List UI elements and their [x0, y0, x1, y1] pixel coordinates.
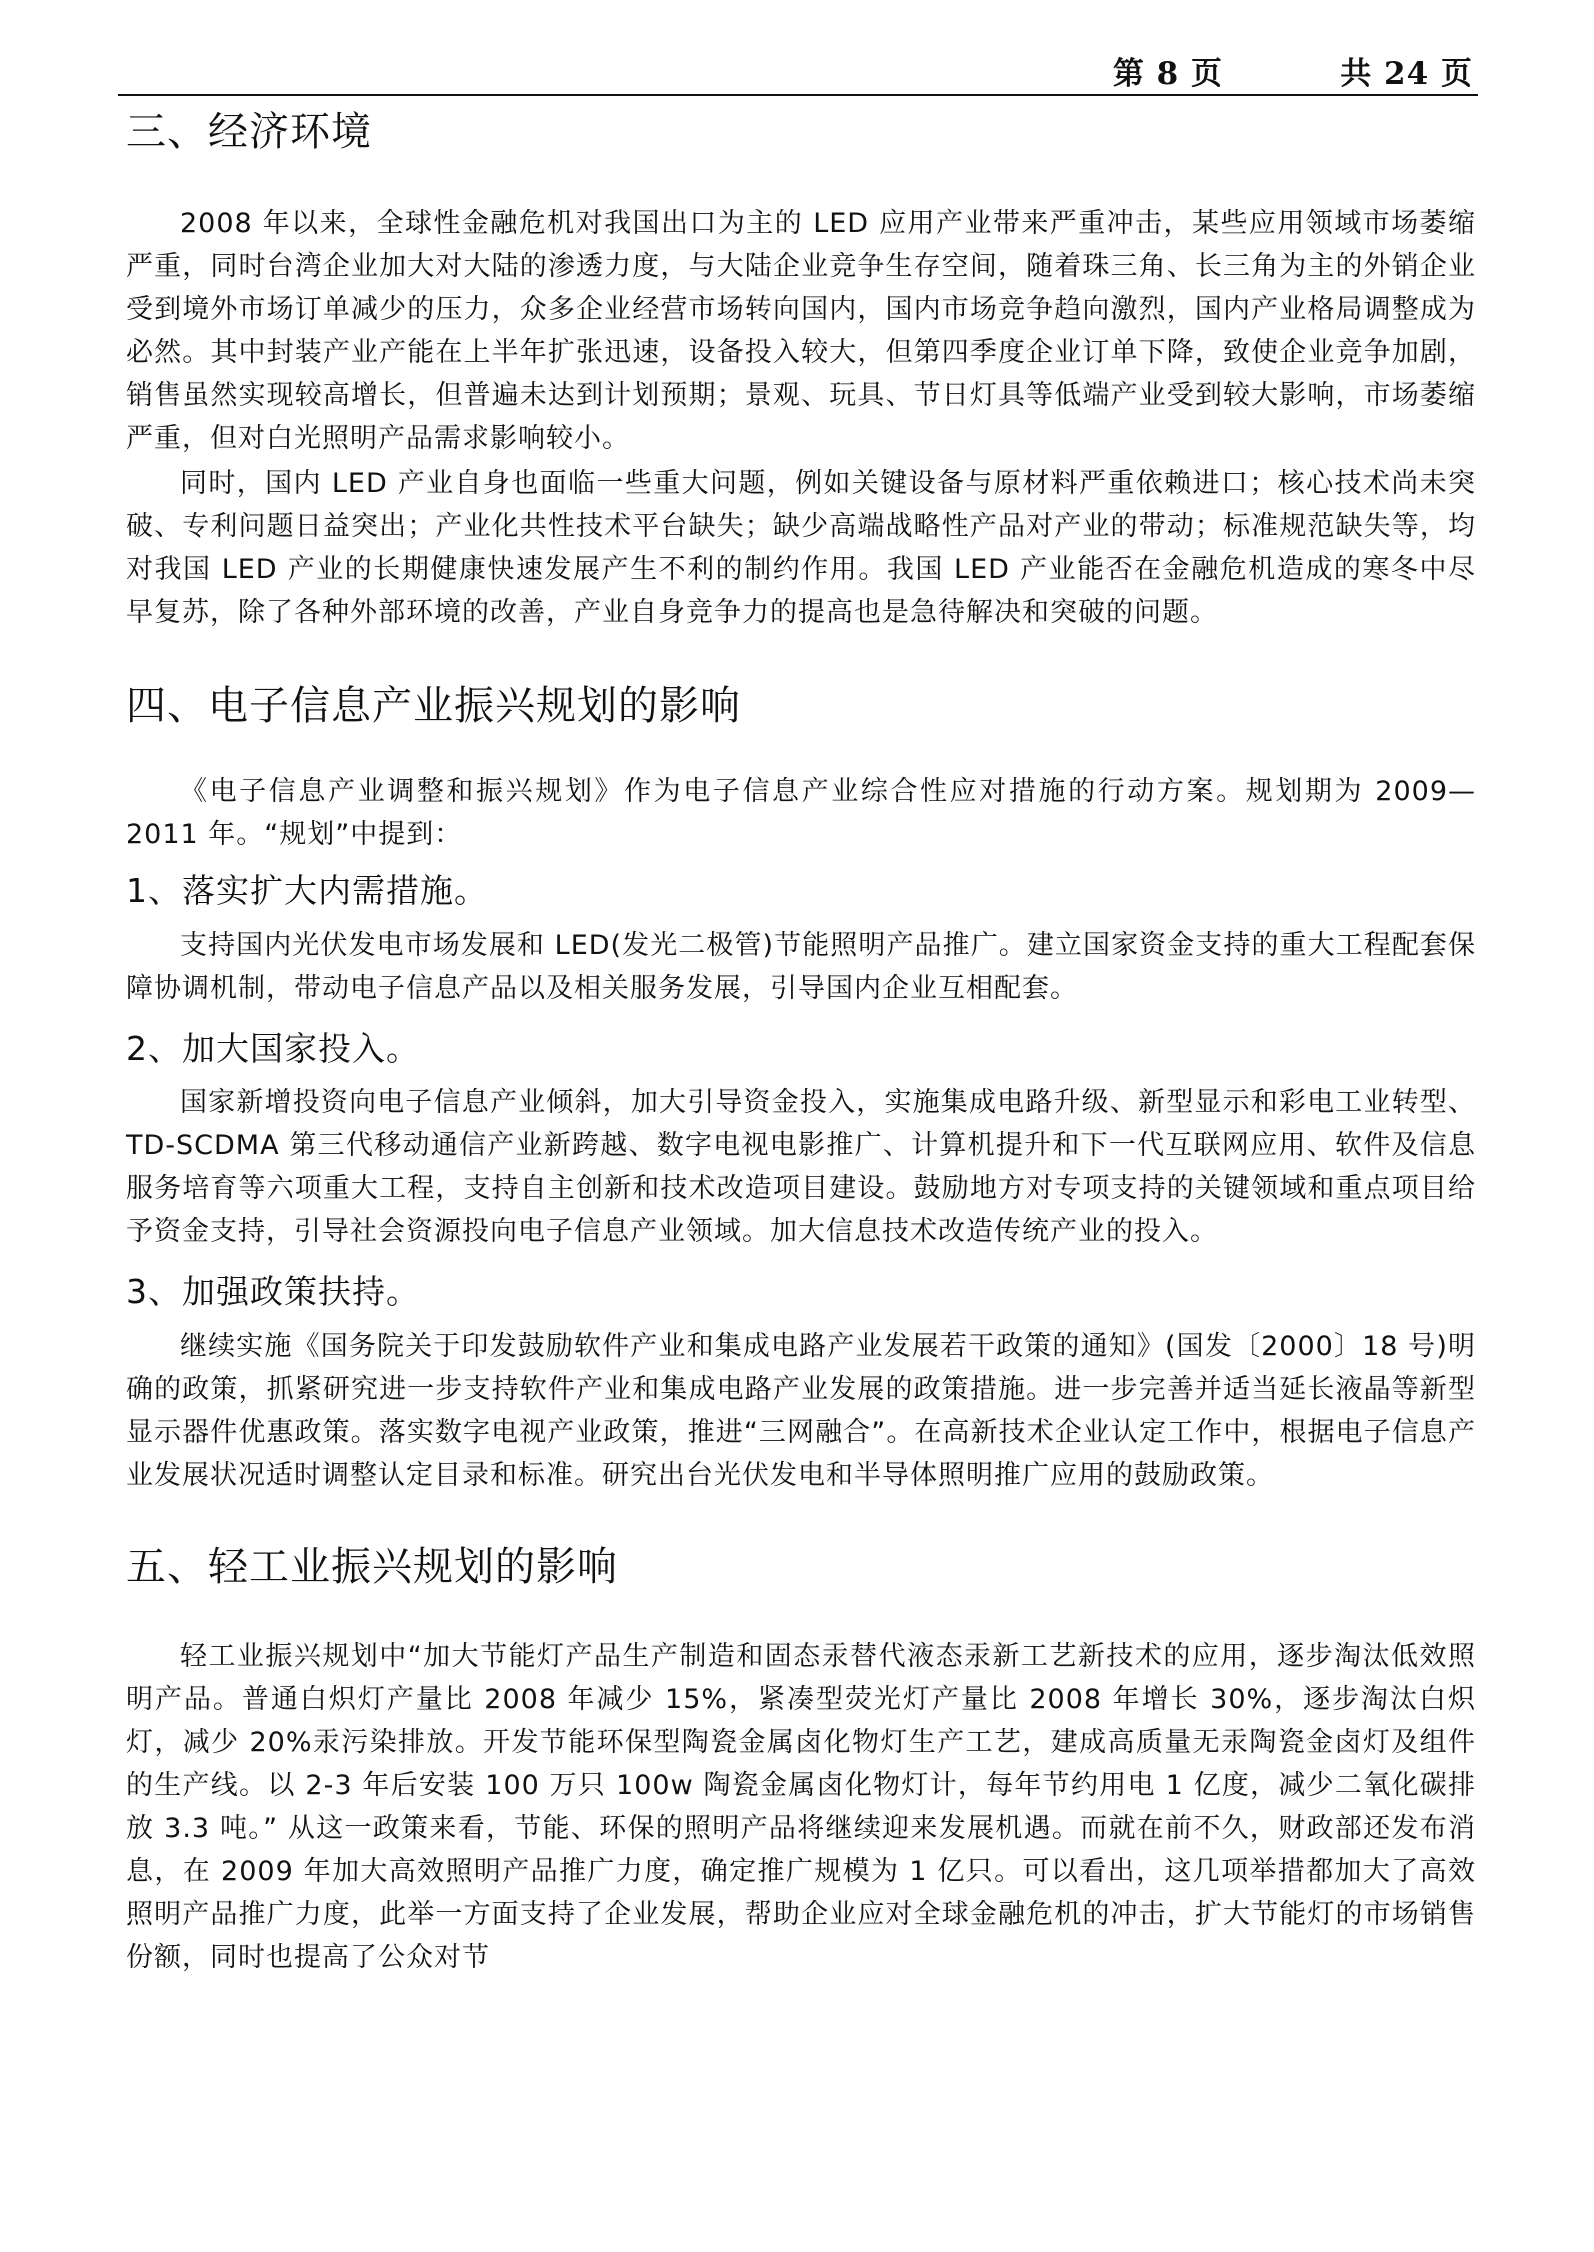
section-electronics-plan: [126, 676, 1476, 1497]
subsection-paragraph: 继续实施《国务院关于印发鼓励软件产业和集成电路产业发展若干政策的通知》(国发〔2000〕18 号)明确的政策，抓紧研究进一步支持软件产业和集成电路产业发展的政策措施。进一步完善并适当延长液晶等新型显示器件优惠政策。落实数字电视产业政策，推进“三网融合”。在高新技术企业认定工作中，根据电子信息产业发展状况适时调整认定目录和标准。研究出台光伏发电和半导体照明推广应用的鼓励政策。: [126, 1330, 1476, 1491]
document-body: [126, 102, 1476, 1979]
section-light-industry-plan: [126, 1537, 1476, 1979]
section-heading: 四、电子信息产业振兴规划的影响: [126, 683, 741, 729]
body-paragraph: 2008 年以来，全球性金融危机对我国出口为主的 LED 应用产业带来严重冲击，某些应用领域市场萎缩严重，同时台湾企业加大对大陆的渗透力度，与大陆企业竞争生存空间，随着珠三角、长三角为主的外销企业受到境外市场订单减少的压力，众多企业经营市场转向国内，国内市场竞争趋向激烈，国内产业格局调整成为必然。其中封装产业产能在上半年扩张迅速，设备投入较大，但第四季度企业订单下降，致使企业竞争加剧，销售虽然实现较高增长，但普遍未达到计划预期；景观、玩具、节日灯具等低端产业受到较大影响，市场萎缩严重，但对白光照明产品需求影响较小。: [126, 208, 1476, 454]
subsection-heading: 3、加强政策扶持。: [126, 1272, 420, 1311]
section-economic-environment: [126, 102, 1476, 634]
subsection-heading: 1、落实扩大内需措施。: [126, 871, 488, 910]
body-paragraph: 轻工业振兴规划中“加大节能灯产品生产制造和固态汞替代液态汞新工艺新技术的应用，逐步淘汰低效照明产品。普通白炽灯产量比 2008 年减少 15%，紧凑型荧光灯产量比 2008 年增长 30%，逐步淘汰白炽灯，减少 20%汞污染排放。开发节能环保型陶瓷金属卤化物灯生产工艺，建成高质量无汞陶瓷金卤灯及组件的生产线。以 2-3 年后安装 100 万只 100w 陶瓷金属卤化物灯计，每年节约用电 1 亿度，减少二氧化碳排放 3.3 吨。” 从这一政策来看，节能、环保的照明产品将继续迎来发展机遇。而就在前不久，财政部还发布消息，在 2009 年加大高效照明产品推广力度，确定推广规模为 1 亿只。可以看出，这几项举措都加大了高效照明产品推广力度，此举一方面支持了企业发展，帮助企业应对全球金融危机的冲击，扩大节能灯的市场销售份额，同时也提高了公众对节: [126, 1640, 1476, 1973]
subsection-paragraph: 支持国内光伏发电市场发展和 LED(发光二极管)节能照明产品推广。建立国家资金支持的重大工程配套保障协调机制，带动电子信息产品以及相关服务发展，引导国内企业互相配套。: [126, 929, 1476, 1004]
body-paragraph: 同时，国内 LED 产业自身也面临一些重大问题，例如关键设备与原材料严重依赖进口；核心技术尚未突破、专利问题日益突出；产业化共性技术平台缺失；缺少高端战略性产品对产业的带动；标准规范缺失等，均对我国 LED 产业的长期健康快速发展产生不利的制约作用。我国 LED 产业能否在金融危机造成的寒冬中尽早复苏，除了各种外部环境的改善，产业自身竞争力的提高也是急待解决和突破的问题。: [126, 468, 1476, 628]
subsection-heading: 2、加大国家投入。: [126, 1028, 420, 1068]
page-total: 共 24 页: [1340, 56, 1473, 92]
subsection-paragraph: 国家新增投资向电子信息产业倾斜，加大引导资金投入，实施集成电路升级、新型显示和彩电工业转型、TD-SCDMA 第三代移动通信产业新跨越、数字电视电影推广、计算机提升和下一代互联网应用、软件及信息服务培育等六项重大工程，支持自主创新和技术改造项目建设。鼓励地方对专项支持的关键领域和重点项目给予资金支持，引导社会资源投向电子信息产业领域。加大信息技术改造传统产业的投入。: [126, 1087, 1476, 1247]
page-number: 第 8 页: [1112, 56, 1223, 92]
section-intro: 《电子信息产业调整和振兴规划》作为电子信息产业综合性应对措施的行动方案。规划期为 2009—2011 年。“规划”中提到：: [126, 776, 1476, 850]
page-header: [118, 42, 1478, 96]
section-heading: 三、经济环境: [126, 109, 372, 155]
section-heading: 五、轻工业振兴规划的影响: [126, 1543, 618, 1590]
